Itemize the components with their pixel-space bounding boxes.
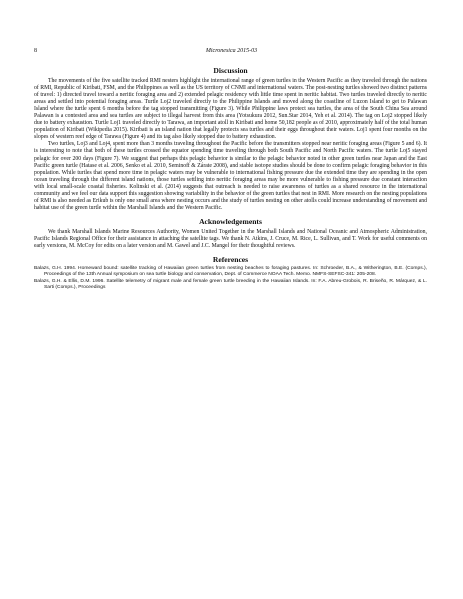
acknowledgements-heading: Acknowledgements — [199, 216, 262, 226]
running-header — [34, 48, 429, 58]
journal-title: Micronesica 2015-03 — [205, 48, 258, 54]
discussion-paragraph-2: Two turtles, Loj3 and Loj4, spent more than 3 months traveling throughout the Pacific before the transmitters stopped near neritic foraging areas (Figure 5 and 6). It is interesting to note that both of these turtles crossed the equator spending time traveling through both South Pacific and North Pacific waters. The turtle Loj5 stayed pelagic for over 200 days (Figure 7). We suggest that perhaps this pelagic behavior is similar to the pelagic behavior noted in other green turtles near Japan and the East Pacific green turtle (Hatase et al. 2006, Senko et al. 2010, Seminoff & Zárate 2008), and stable isotope studies should be done to confirm pelagic foraging behavior in this population. While turtles that spend more time in pelagic waters may be vulnerable to international fishing pressure due the extended time they are spending in the open ocean traveling through the different island nations, those turtles settling into neritic foraging areas may be more vulnerable to fishing pressure due constant interaction with local small-scale coastal fisheries. Kolinski et al. (2014) suggests that outreach is needed to raise awareness of turtles as a shared resource in the international community and we feel our data support this suggestion showing variability in the behavior of the green turtles that nest in RMI. More research on the nesting populations of RMI is also needed as Erikub is only one small area where nesting occurs and the study of turtles nesting on other atolls could increase understanding of movement and habitat use of the green turtle within the Marshall Islands and the Western Pacific. — [34, 141, 427, 211]
discussion-paragraph-1: The movements of the five satellite tracked RMI nesters highlight the international range of green turtles in the Western Pacific as they traveled through the nations of RMI, Republic of Kiribati, FSM, and the Philippines as well as the US territory of CNMI and international waters. The post-nesting turtles showed two distinct patterns of travel: 1) directed travel toward a neritic foraging area and 2) extended pelagic residency with little time spent in neritic habitat. Two turtles traveled directly to neritic areas and settled into potential foraging areas. Turtle Loj2 traveled directly to the Philippine Islands and moved along the coastline of Luzon Island to get to Palawan Island where the turtle spent 6 months before the tag stopped transmitting (Figure 3). While Philippine laws protect sea turtles, the area of the South China Sea around Palawan is a contested area and sea turtles are subject to illegal harvest from this area (Yotsukura 2012, Sun.Star 2014, Yeh et al. 2014). The tag on Loj2 stopped likely due to battery exhaustion. Turtle Loj1 traveled directly to Tarawa, an important atoll in Kiribati and home 50,182 people as of 2010, approximately half of the total human population of Kiribati (Wikipedia 2015). Kiribati is an island nation that legally protects sea turtles and their eggs throughout their waters. Loj1 spent four months on the slopes of western reef edge of Tarawa (Figure 4) and its tag also likely stopped due to battery exhaustion. — [34, 78, 427, 141]
reference-item: Balazs, G.H. 1994. Homeward bound: satellite tracking of Hawaiian green turtles from nesting beaches to foraging pastures. In: Schroeder, B.A., & Witherington, B.E. (Comps.), Proceedings of the 13th Annual symposium on sea turtle biology and conservation, Dept. of Commerce NOAA Tech. Memo. NMFS-SEFSC-341: 205-208. — [34, 266, 427, 278]
references-heading: References — [212, 255, 249, 265]
discussion-heading: Discussion — [213, 66, 248, 75]
references-section — [34, 255, 427, 291]
acknowledgements-section — [34, 217, 427, 250]
page-body — [34, 66, 427, 292]
acknowledgements-paragraph: We thank Marshall Islands Marine Resources Authority, Women United Together in the Marshall Islands and National Oceanic and Atmospheric Administration, Pacific Islands Regional Office for their assistance in attaching the satellite tags. We thank N. Atkins, J. Cruce, M. Rice, L. Sullivan, and T. Work for useful comments on early versions, M. McCoy for edits on a later version and M. Gawel and J.C. Mangel for their thoughtful reviews. — [34, 228, 427, 249]
reference-item: Balazs, G.H. & Ellis, D.M. 1996. Satellite telemetry of migrant male and female green turtle breeding in the Hawaiian Islands. In: F.A. Abreu-Grobois, R. Briseño, R. Márquez, & L. Sarti (Comps.), Proceedings — [34, 279, 427, 291]
page-number: 8 — [34, 48, 37, 54]
discussion-section — [34, 66, 427, 212]
